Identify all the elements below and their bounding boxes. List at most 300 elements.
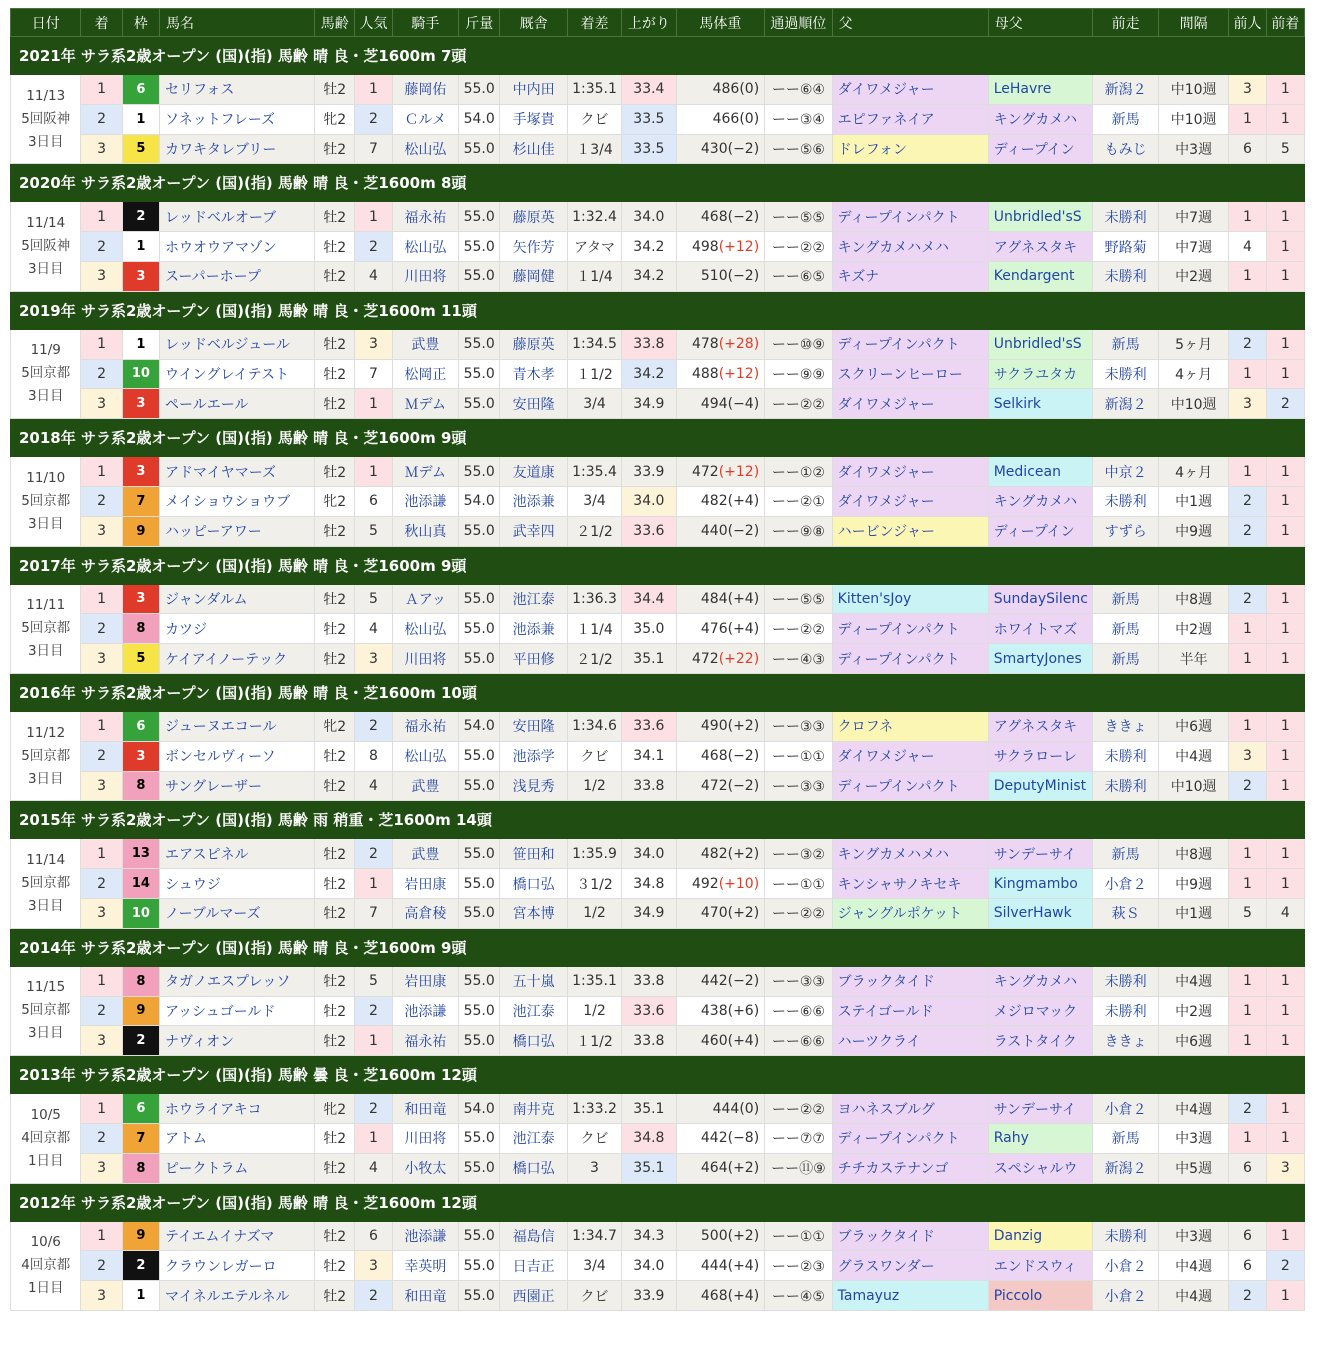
prev-finish: 2 (1266, 1251, 1304, 1281)
passing-order: ーー④③ (765, 644, 832, 674)
prev-race-link[interactable]: 新馬 (1093, 644, 1158, 674)
broodmare-sire-link[interactable]: ディープイン (988, 134, 1093, 164)
stable-link[interactable]: 杉山佳 (500, 134, 567, 164)
sire-link[interactable]: ドレフォン (832, 134, 988, 164)
sire-link[interactable]: ハービンジャー (832, 516, 988, 546)
race-title-row (11, 801, 1305, 839)
popularity: 1 (355, 1026, 392, 1056)
jockey-link[interactable]: 秋山真 (392, 516, 458, 546)
prev-popularity: 1 (1229, 996, 1266, 1026)
interval: 中2週 (1158, 996, 1228, 1026)
jockey-link[interactable]: 福永祐 (392, 711, 458, 741)
horse-age: 牡2 (315, 457, 355, 487)
stable-link[interactable]: 池添学 (500, 741, 567, 771)
horse-age: 牡2 (315, 1281, 355, 1311)
stable-link[interactable]: 平田修 (500, 644, 567, 674)
margin: アタマ (567, 232, 621, 262)
horse-age: 牡2 (315, 329, 355, 359)
prev-race-link[interactable]: 新馬 (1093, 329, 1158, 359)
jockey-link[interactable]: 池添謙 (392, 996, 458, 1026)
waku-badge: 14 (122, 869, 159, 899)
prev-finish: 1 (1266, 771, 1304, 801)
sire-link[interactable]: エピファネイア (832, 104, 988, 134)
horse-name-link[interactable]: エアスピネル (160, 839, 315, 869)
waku-badge: 6 (122, 1094, 159, 1124)
sire-link[interactable]: ディープインパクト (832, 1123, 988, 1153)
finish-rank: 3 (81, 1153, 122, 1183)
jockey-link[interactable]: 松山弘 (392, 614, 458, 644)
stable-link[interactable]: 橋口弘 (500, 869, 567, 899)
passing-order: ーー⑥⑥ (765, 996, 832, 1026)
stable-link[interactable]: 青木孝 (500, 359, 567, 389)
stable-link[interactable]: 五十嵐 (500, 966, 567, 996)
broodmare-sire-link[interactable]: アグネスタキ (988, 711, 1093, 741)
waku-badge: 13 (122, 839, 159, 869)
race-venue: 5回京都 (21, 365, 71, 382)
popularity: 3 (355, 1251, 392, 1281)
interval: 中4週 (1158, 741, 1228, 771)
sire-link[interactable]: Tamayuz (832, 1281, 988, 1311)
sire-link[interactable]: ダイワメジャー (832, 486, 988, 516)
horse-name-link[interactable]: ピークトラム (160, 1153, 315, 1183)
jockey-link[interactable]: 池添謙 (392, 1221, 458, 1251)
jockey-link[interactable]: 和田竜 (392, 1281, 458, 1311)
stable-link[interactable]: 笹田和 (500, 839, 567, 869)
last-3f: 33.5 (622, 134, 676, 164)
jockey-link[interactable]: 高倉稜 (392, 898, 458, 928)
prev-race-link[interactable]: 未勝利 (1093, 359, 1158, 389)
stable-link[interactable]: 日吉正 (500, 1251, 567, 1281)
last-3f: 33.8 (622, 966, 676, 996)
prev-finish: 1 (1266, 996, 1304, 1026)
sire-link[interactable]: グラスワンダー (832, 1251, 988, 1281)
horse-name-link[interactable]: カワキタレブリー (160, 134, 315, 164)
sire-link[interactable]: キンシャサノキセキ (832, 869, 988, 899)
jockey-link[interactable]: 池添謙 (392, 486, 458, 516)
horse-age: 牡2 (315, 996, 355, 1026)
broodmare-sire-link[interactable]: LeHavre (988, 75, 1093, 105)
broodmare-sire-link[interactable]: ホワイトマズ (988, 614, 1093, 644)
body-weight-change: (+10) (718, 875, 760, 892)
broodmare-sire-link[interactable]: アグネスタキ (988, 232, 1093, 262)
sire-link[interactable]: ダイワメジャー (832, 457, 988, 487)
prev-race-link[interactable]: 未勝利 (1093, 261, 1158, 291)
stable-link[interactable]: 宮本博 (500, 898, 567, 928)
sire-link[interactable]: ディープインパクト (832, 771, 988, 801)
horse-name-link[interactable]: ホウライアキコ (160, 1094, 315, 1124)
horse-age: 牝2 (315, 486, 355, 516)
broodmare-sire-link[interactable]: サクラローレ (988, 741, 1093, 771)
stable-link[interactable]: 武幸四 (500, 516, 567, 546)
horse-name-link[interactable]: カツジ (160, 614, 315, 644)
race-venue: 5回阪神 (21, 238, 71, 255)
jockey-link[interactable]: 武豊 (392, 839, 458, 869)
horse-name-link[interactable]: メイショウショウブ (160, 486, 315, 516)
body-weight-change: (−2) (727, 208, 760, 225)
horse-name-link[interactable]: ペールエール (160, 389, 315, 419)
sire-link[interactable]: ヨハネスブルグ (832, 1094, 988, 1124)
broodmare-sire-link[interactable]: サクラユタカ (988, 359, 1093, 389)
stable-link[interactable]: 南井克 (500, 1094, 567, 1124)
jockey-link[interactable]: 松山弘 (392, 134, 458, 164)
sire-link[interactable]: キズナ (832, 261, 988, 291)
stable-link[interactable]: 矢作芳 (500, 232, 567, 262)
horse-name-link[interactable]: マイネルエテルネル (160, 1281, 315, 1311)
interval: 中10週 (1158, 771, 1228, 801)
body-weight-change: (−2) (727, 523, 760, 540)
carried-weight: 55.0 (459, 839, 500, 869)
carried-weight: 55.0 (459, 261, 500, 291)
race-day: 3日目 (27, 515, 64, 532)
margin: 1:35.1 (567, 966, 621, 996)
popularity: 1 (355, 389, 392, 419)
horse-name-link[interactable]: サングレーザー (160, 771, 315, 801)
prev-popularity: 2 (1229, 329, 1266, 359)
header-stable: 厩舎 (500, 9, 567, 37)
prev-race-link[interactable]: すずら (1093, 516, 1158, 546)
carried-weight: 55.0 (459, 329, 500, 359)
prev-race-link[interactable]: 小倉２ (1093, 1094, 1158, 1124)
race-title-row (11, 37, 1305, 75)
broodmare-sire-link[interactable]: サンデーサイ (988, 839, 1093, 869)
waku-badge: 2 (122, 1026, 159, 1056)
stable-link[interactable]: 藤原英 (500, 202, 567, 232)
broodmare-sire-link[interactable]: SilverHawk (988, 898, 1093, 928)
broodmare-sire-link[interactable]: Unbridled'sS (988, 202, 1093, 232)
jockey-link[interactable]: 川田将 (392, 1123, 458, 1153)
stable-link[interactable]: 友道康 (500, 457, 567, 487)
race-date: 11/11 (26, 597, 66, 614)
header-interval: 間隔 (1158, 9, 1228, 37)
horse-name-link[interactable]: スーパーホープ (160, 261, 315, 291)
sire-link[interactable]: ディープインパクト (832, 614, 988, 644)
finish-rank: 1 (81, 202, 122, 232)
jockey-link[interactable]: 川田将 (392, 261, 458, 291)
last-3f: 34.9 (622, 389, 676, 419)
prev-popularity: 1 (1229, 1026, 1266, 1056)
sire-link[interactable]: ディープインパクト (832, 202, 988, 232)
broodmare-sire-link[interactable]: サンデーサイ (988, 1094, 1093, 1124)
broodmare-sire-link[interactable]: キングカメハ (988, 104, 1093, 134)
popularity: 2 (355, 104, 392, 134)
prev-race-link[interactable]: 新潟２ (1093, 389, 1158, 419)
passing-order: ーー②② (765, 232, 832, 262)
body-weight-value: 468 (700, 748, 728, 765)
prev-race-link[interactable]: 新馬 (1093, 104, 1158, 134)
jockey-link[interactable]: Ｍデム (392, 457, 458, 487)
stable-link[interactable]: 池江泰 (500, 1123, 567, 1153)
sire-link[interactable]: ステイゴールド (832, 996, 988, 1026)
horse-name-link[interactable]: ハッピーアワー (160, 516, 315, 546)
carried-weight: 55.0 (459, 202, 500, 232)
sire-link[interactable]: ダイワメジャー (832, 389, 988, 419)
stable-link[interactable]: 手塚貴 (500, 104, 567, 134)
prev-race-link[interactable]: 中京２ (1093, 457, 1158, 487)
prev-race-link[interactable]: ききょ (1093, 1026, 1158, 1056)
horse-name-link[interactable]: ソネットフレーズ (160, 104, 315, 134)
horse-name-link[interactable]: アドマイヤマーズ (160, 457, 315, 487)
header-margin: 着差 (567, 9, 621, 37)
broodmare-sire-link[interactable]: Kendargent (988, 261, 1093, 291)
prev-race-link[interactable]: 小倉２ (1093, 1251, 1158, 1281)
sire-link[interactable]: キングカメハメハ (832, 232, 988, 262)
stable-link[interactable]: 池添兼 (500, 614, 567, 644)
race-date-cell (11, 329, 81, 418)
sire-link[interactable]: スクリーンヒーロー (832, 359, 988, 389)
prev-popularity: 1 (1229, 457, 1266, 487)
passing-order: ーー②② (765, 898, 832, 928)
jockey-link[interactable]: 福永祐 (392, 1026, 458, 1056)
horse-age: 牡2 (315, 1251, 355, 1281)
waku-badge: 7 (122, 1123, 159, 1153)
stable-link[interactable]: 藤岡健 (500, 261, 567, 291)
body-weight-value: 510 (700, 268, 728, 285)
jockey-link[interactable]: 岩田康 (392, 966, 458, 996)
jockey-link[interactable]: 岩田康 (392, 869, 458, 899)
broodmare-sire-link[interactable]: Rahy (988, 1123, 1093, 1153)
race-date: 10/5 (30, 1106, 61, 1123)
stable-link[interactable]: 安田隆 (500, 711, 567, 741)
carried-weight: 55.0 (459, 1026, 500, 1056)
horse-name-link[interactable]: クラウンレガーロ (160, 1251, 315, 1281)
popularity: 4 (355, 261, 392, 291)
waku-badge: 3 (122, 389, 159, 419)
margin: ２1/2 (567, 516, 621, 546)
broodmare-sire-link[interactable]: ラストタイク (988, 1026, 1093, 1056)
prev-race-link[interactable]: 新潟２ (1093, 75, 1158, 105)
sire-link[interactable]: キングカメハメハ (832, 839, 988, 869)
interval: 中8週 (1158, 584, 1228, 614)
last-3f: 33.6 (622, 996, 676, 1026)
jockey-link[interactable]: 幸英明 (392, 1251, 458, 1281)
body-weight-change: (0) (739, 1100, 760, 1117)
stable-link[interactable]: 橋口弘 (500, 1153, 567, 1183)
race-venue: 5回京都 (21, 492, 71, 509)
popularity: 7 (355, 898, 392, 928)
broodmare-sire-link[interactable]: エンドスウィ (988, 1251, 1093, 1281)
passing-order: ーー⑤⑥ (765, 134, 832, 164)
jockey-link[interactable]: 藤岡佑 (392, 75, 458, 105)
horse-name-link[interactable]: ジューヌエコール (160, 711, 315, 741)
prev-race-link[interactable]: 未勝利 (1093, 1221, 1158, 1251)
horse-name-link[interactable]: ケイアイノーテック (160, 644, 315, 674)
horse-name-link[interactable]: ウイングレイテスト (160, 359, 315, 389)
prev-race-link[interactable]: 未勝利 (1093, 771, 1158, 801)
prev-popularity: 6 (1229, 1221, 1266, 1251)
stable-link[interactable]: 池江泰 (500, 996, 567, 1026)
horse-name-link[interactable]: セリフォス (160, 75, 315, 105)
sire-link[interactable]: ディープインパクト (832, 329, 988, 359)
jockey-link[interactable]: 和田竜 (392, 1094, 458, 1124)
sire-link[interactable]: チチカステナンゴ (832, 1153, 988, 1183)
jockey-link[interactable]: Ａアッ (392, 584, 458, 614)
body-weight (676, 516, 765, 546)
horse-name-link[interactable]: シュウジ (160, 869, 315, 899)
jockey-link[interactable]: 武豊 (392, 329, 458, 359)
stable-link[interactable]: 池添兼 (500, 486, 567, 516)
prev-race-link[interactable]: 新潟２ (1093, 1153, 1158, 1183)
popularity: 2 (355, 232, 392, 262)
finish-rank: 3 (81, 771, 122, 801)
jockey-link[interactable]: Ｍデム (392, 389, 458, 419)
horse-name-link[interactable]: アトム (160, 1123, 315, 1153)
stable-link[interactable]: 藤原英 (500, 329, 567, 359)
finish-rank: 2 (81, 232, 122, 262)
horse-name-link[interactable]: ボンセルヴィーソ (160, 741, 315, 771)
waku-badge: 3 (122, 741, 159, 771)
prev-race-link[interactable]: ききょ (1093, 711, 1158, 741)
body-weight (676, 741, 765, 771)
stable-link[interactable]: 福島信 (500, 1221, 567, 1251)
horse-age: 牝2 (315, 1094, 355, 1124)
sire-link[interactable]: ハーツクライ (832, 1026, 988, 1056)
prev-race-link[interactable]: 未勝利 (1093, 202, 1158, 232)
table-row (11, 1281, 1305, 1311)
sire-link[interactable]: ディープインパクト (832, 644, 988, 674)
stable-link[interactable]: 西園正 (500, 1281, 567, 1311)
passing-order: ーー①② (765, 457, 832, 487)
body-weight-value: 482 (700, 493, 728, 510)
horse-name-link[interactable]: テイエムイナズマ (160, 1221, 315, 1251)
sire-link[interactable]: クロフネ (832, 711, 988, 741)
sire-link[interactable]: ダイワメジャー (832, 75, 988, 105)
interval: 中9週 (1158, 869, 1228, 899)
prev-finish: 1 (1266, 457, 1304, 487)
jockey-link[interactable]: 松岡正 (392, 359, 458, 389)
race-title: 2016年 サラ系2歳オープン (国)(指) 馬齢 晴 良・芝1600m 10頭 (11, 673, 1305, 711)
table-row (11, 996, 1305, 1026)
prev-race-link[interactable]: 萩Ｓ (1093, 898, 1158, 928)
prev-race-link[interactable]: 新馬 (1093, 1123, 1158, 1153)
stable-link[interactable]: 池江泰 (500, 584, 567, 614)
popularity: 1 (355, 869, 392, 899)
prev-popularity: 1 (1229, 711, 1266, 741)
interval: 中4週 (1158, 1094, 1228, 1124)
horse-name-link[interactable]: アッシュゴールド (160, 996, 315, 1026)
passing-order: ーー②② (765, 389, 832, 419)
race-day: 3日目 (27, 261, 64, 278)
horse-name-link[interactable]: ホウオウアマゾン (160, 232, 315, 262)
sire-link[interactable]: ジャングルポケット (832, 898, 988, 928)
header-body-weight: 馬体重 (676, 9, 765, 37)
prev-finish: 1 (1266, 614, 1304, 644)
body-weight-value: 490 (700, 718, 728, 735)
finish-rank: 1 (81, 329, 122, 359)
broodmare-sire-link[interactable]: キングカメハ (988, 486, 1093, 516)
carried-weight: 55.0 (459, 898, 500, 928)
prev-race-link[interactable]: 新馬 (1093, 584, 1158, 614)
broodmare-sire-link[interactable]: キングカメハ (988, 966, 1093, 996)
body-weight-change: (+4) (727, 1287, 760, 1304)
passing-order: ーー⑥④ (765, 75, 832, 105)
prev-race-link[interactable]: 未勝利 (1093, 486, 1158, 516)
stable-link[interactable]: 橋口弘 (500, 1026, 567, 1056)
prev-popularity: 5 (1229, 898, 1266, 928)
race-venue: 5回京都 (21, 875, 71, 892)
broodmare-sire-link[interactable]: メジロマック (988, 996, 1093, 1026)
prev-race-link[interactable]: 新馬 (1093, 614, 1158, 644)
jockey-link[interactable]: 松山弘 (392, 232, 458, 262)
finish-rank: 3 (81, 1281, 122, 1311)
popularity: 2 (355, 839, 392, 869)
jockey-link[interactable]: 松山弘 (392, 741, 458, 771)
horse-name-link[interactable]: ナヴィオン (160, 1026, 315, 1056)
race-title: 2020年 サラ系2歳オープン (国)(指) 馬齢 晴 良・芝1600m 8頭 (11, 164, 1305, 202)
jockey-link[interactable]: Ｃルメ (392, 104, 458, 134)
broodmare-sire-link[interactable]: ディープイン (988, 516, 1093, 546)
prev-race-link[interactable]: 小倉２ (1093, 1281, 1158, 1311)
race-date-cell (11, 1094, 81, 1183)
race-venue: 5回京都 (21, 747, 71, 764)
horse-name-link[interactable]: レッドベルジュール (160, 329, 315, 359)
margin: 3/4 (567, 486, 621, 516)
last-3f: 33.8 (622, 329, 676, 359)
passing-order: ーー①① (765, 1221, 832, 1251)
race-date-cell (11, 1221, 81, 1310)
popularity: 7 (355, 359, 392, 389)
jockey-link[interactable]: 小牧太 (392, 1153, 458, 1183)
broodmare-sire-link[interactable]: Unbridled'sS (988, 329, 1093, 359)
prev-popularity: 1 (1229, 104, 1266, 134)
finish-rank: 3 (81, 898, 122, 928)
prev-race-link[interactable]: 未勝利 (1093, 741, 1158, 771)
body-weight (676, 898, 765, 928)
broodmare-sire-link[interactable]: Kingmambo (988, 869, 1093, 899)
broodmare-sire-link[interactable]: SundaySilenc (988, 584, 1093, 614)
margin: 1:36.3 (567, 584, 621, 614)
prev-race-link[interactable]: もみじ (1093, 134, 1158, 164)
sire-link[interactable]: ブラックタイド (832, 966, 988, 996)
prev-popularity: 1 (1229, 839, 1266, 869)
broodmare-sire-link[interactable]: スペシャルウ (988, 1153, 1093, 1183)
jockey-link[interactable]: 福永祐 (392, 202, 458, 232)
horse-name-link[interactable]: ジャンダルム (160, 584, 315, 614)
prev-popularity: 1 (1229, 359, 1266, 389)
broodmare-sire-link[interactable]: DeputyMinist (988, 771, 1093, 801)
prev-finish: 1 (1266, 104, 1304, 134)
prev-race-link[interactable]: 新馬 (1093, 839, 1158, 869)
jockey-link[interactable]: 川田将 (392, 644, 458, 674)
table-row (11, 232, 1305, 262)
prev-race-link[interactable]: 野路菊 (1093, 232, 1158, 262)
stable-link[interactable]: 安田隆 (500, 389, 567, 419)
passing-order: ーー⑩⑨ (765, 329, 832, 359)
stable-link[interactable]: 浅見秀 (500, 771, 567, 801)
body-weight (676, 457, 765, 487)
prev-race-link[interactable]: 小倉２ (1093, 869, 1158, 899)
horse-name-link[interactable]: ノーブルマーズ (160, 898, 315, 928)
body-weight-value: 444 (712, 1100, 740, 1117)
horse-name-link[interactable]: レッドベルオーブ (160, 202, 315, 232)
broodmare-sire-link[interactable]: Piccolo (988, 1281, 1093, 1311)
stable-link[interactable]: 中内田 (500, 75, 567, 105)
jockey-link[interactable]: 武豊 (392, 771, 458, 801)
broodmare-sire-link[interactable]: Selkirk (988, 389, 1093, 419)
margin: 1:34.7 (567, 1221, 621, 1251)
broodmare-sire-link[interactable]: Danzig (988, 1221, 1093, 1251)
sire-link[interactable]: Kitten'sJoy (832, 584, 988, 614)
prev-finish: 4 (1266, 898, 1304, 928)
sire-link[interactable]: ブラックタイド (832, 1221, 988, 1251)
sire-link[interactable]: ダイワメジャー (832, 741, 988, 771)
waku-badge: 3 (122, 584, 159, 614)
prev-race-link[interactable]: 未勝利 (1093, 966, 1158, 996)
last-3f: 34.0 (622, 839, 676, 869)
prev-race-link[interactable]: 未勝利 (1093, 996, 1158, 1026)
broodmare-sire-link[interactable]: SmartyJones (988, 644, 1093, 674)
broodmare-sire-link[interactable]: Medicean (988, 457, 1093, 487)
horse-name-link[interactable]: タガノエスプレッソ (160, 966, 315, 996)
